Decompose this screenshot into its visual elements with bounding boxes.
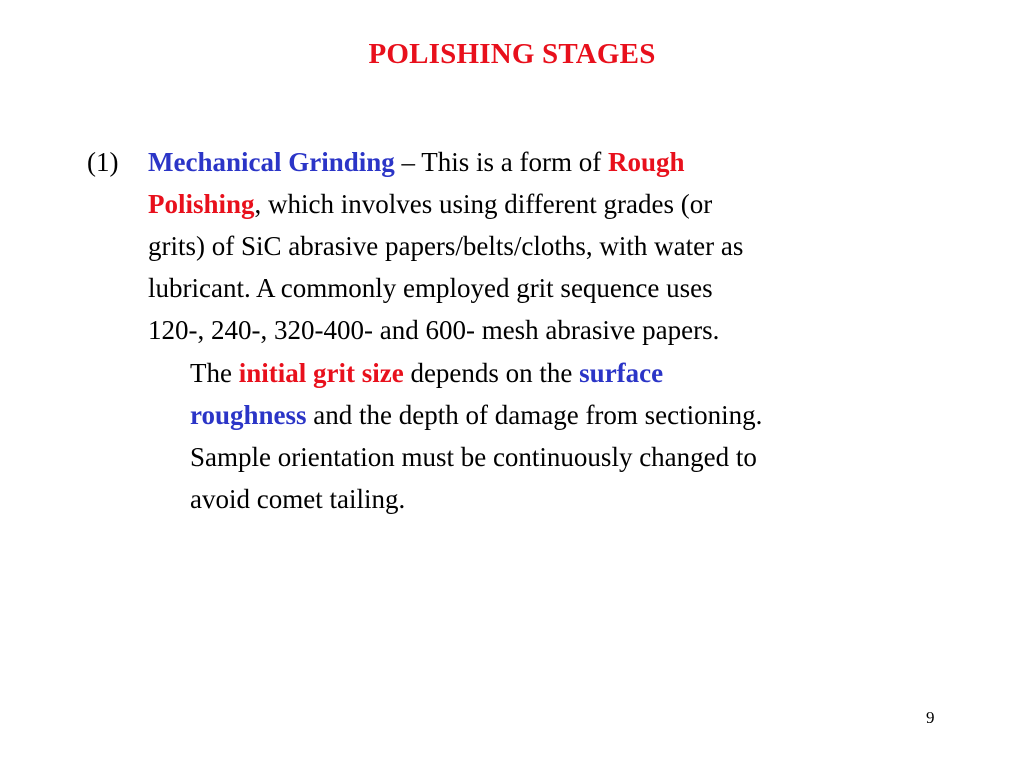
text-fragment: and the depth of damage from sectioning. bbox=[306, 400, 763, 430]
text-fragment: – This is a form of bbox=[394, 147, 608, 177]
highlight-surface: surface bbox=[579, 358, 664, 388]
term-mechanical-grinding: Mechanical Grinding bbox=[148, 147, 395, 177]
text-line: 120-, 240-, 320-400- and 600- mesh abrasive papers. bbox=[148, 315, 720, 345]
main-paragraph bbox=[148, 141, 948, 351]
text-fragment: The bbox=[190, 358, 239, 388]
text-fragment: , which involves using different grades (or bbox=[254, 189, 713, 219]
text-fragment: depends on the bbox=[403, 358, 580, 388]
text-line: Sample orientation must be continuously changed to bbox=[190, 442, 757, 472]
text-line: lubricant. A commonly employed grit sequence uses bbox=[148, 273, 713, 303]
highlight-initial-grit-size: initial grit size bbox=[238, 358, 404, 388]
text-line: avoid comet tailing. bbox=[190, 484, 406, 514]
slide-title: POLISHING STAGES bbox=[368, 38, 656, 70]
highlight-roughness: roughness bbox=[190, 400, 307, 430]
highlight-polishing: Polishing bbox=[148, 189, 255, 219]
highlight-rough: Rough bbox=[608, 147, 685, 177]
sub-paragraph bbox=[190, 352, 950, 520]
list-number: (1) bbox=[87, 147, 119, 177]
text-line: grits) of SiC abrasive papers/belts/cloths, with water as bbox=[148, 231, 744, 261]
page-number: 9 bbox=[926, 708, 935, 727]
